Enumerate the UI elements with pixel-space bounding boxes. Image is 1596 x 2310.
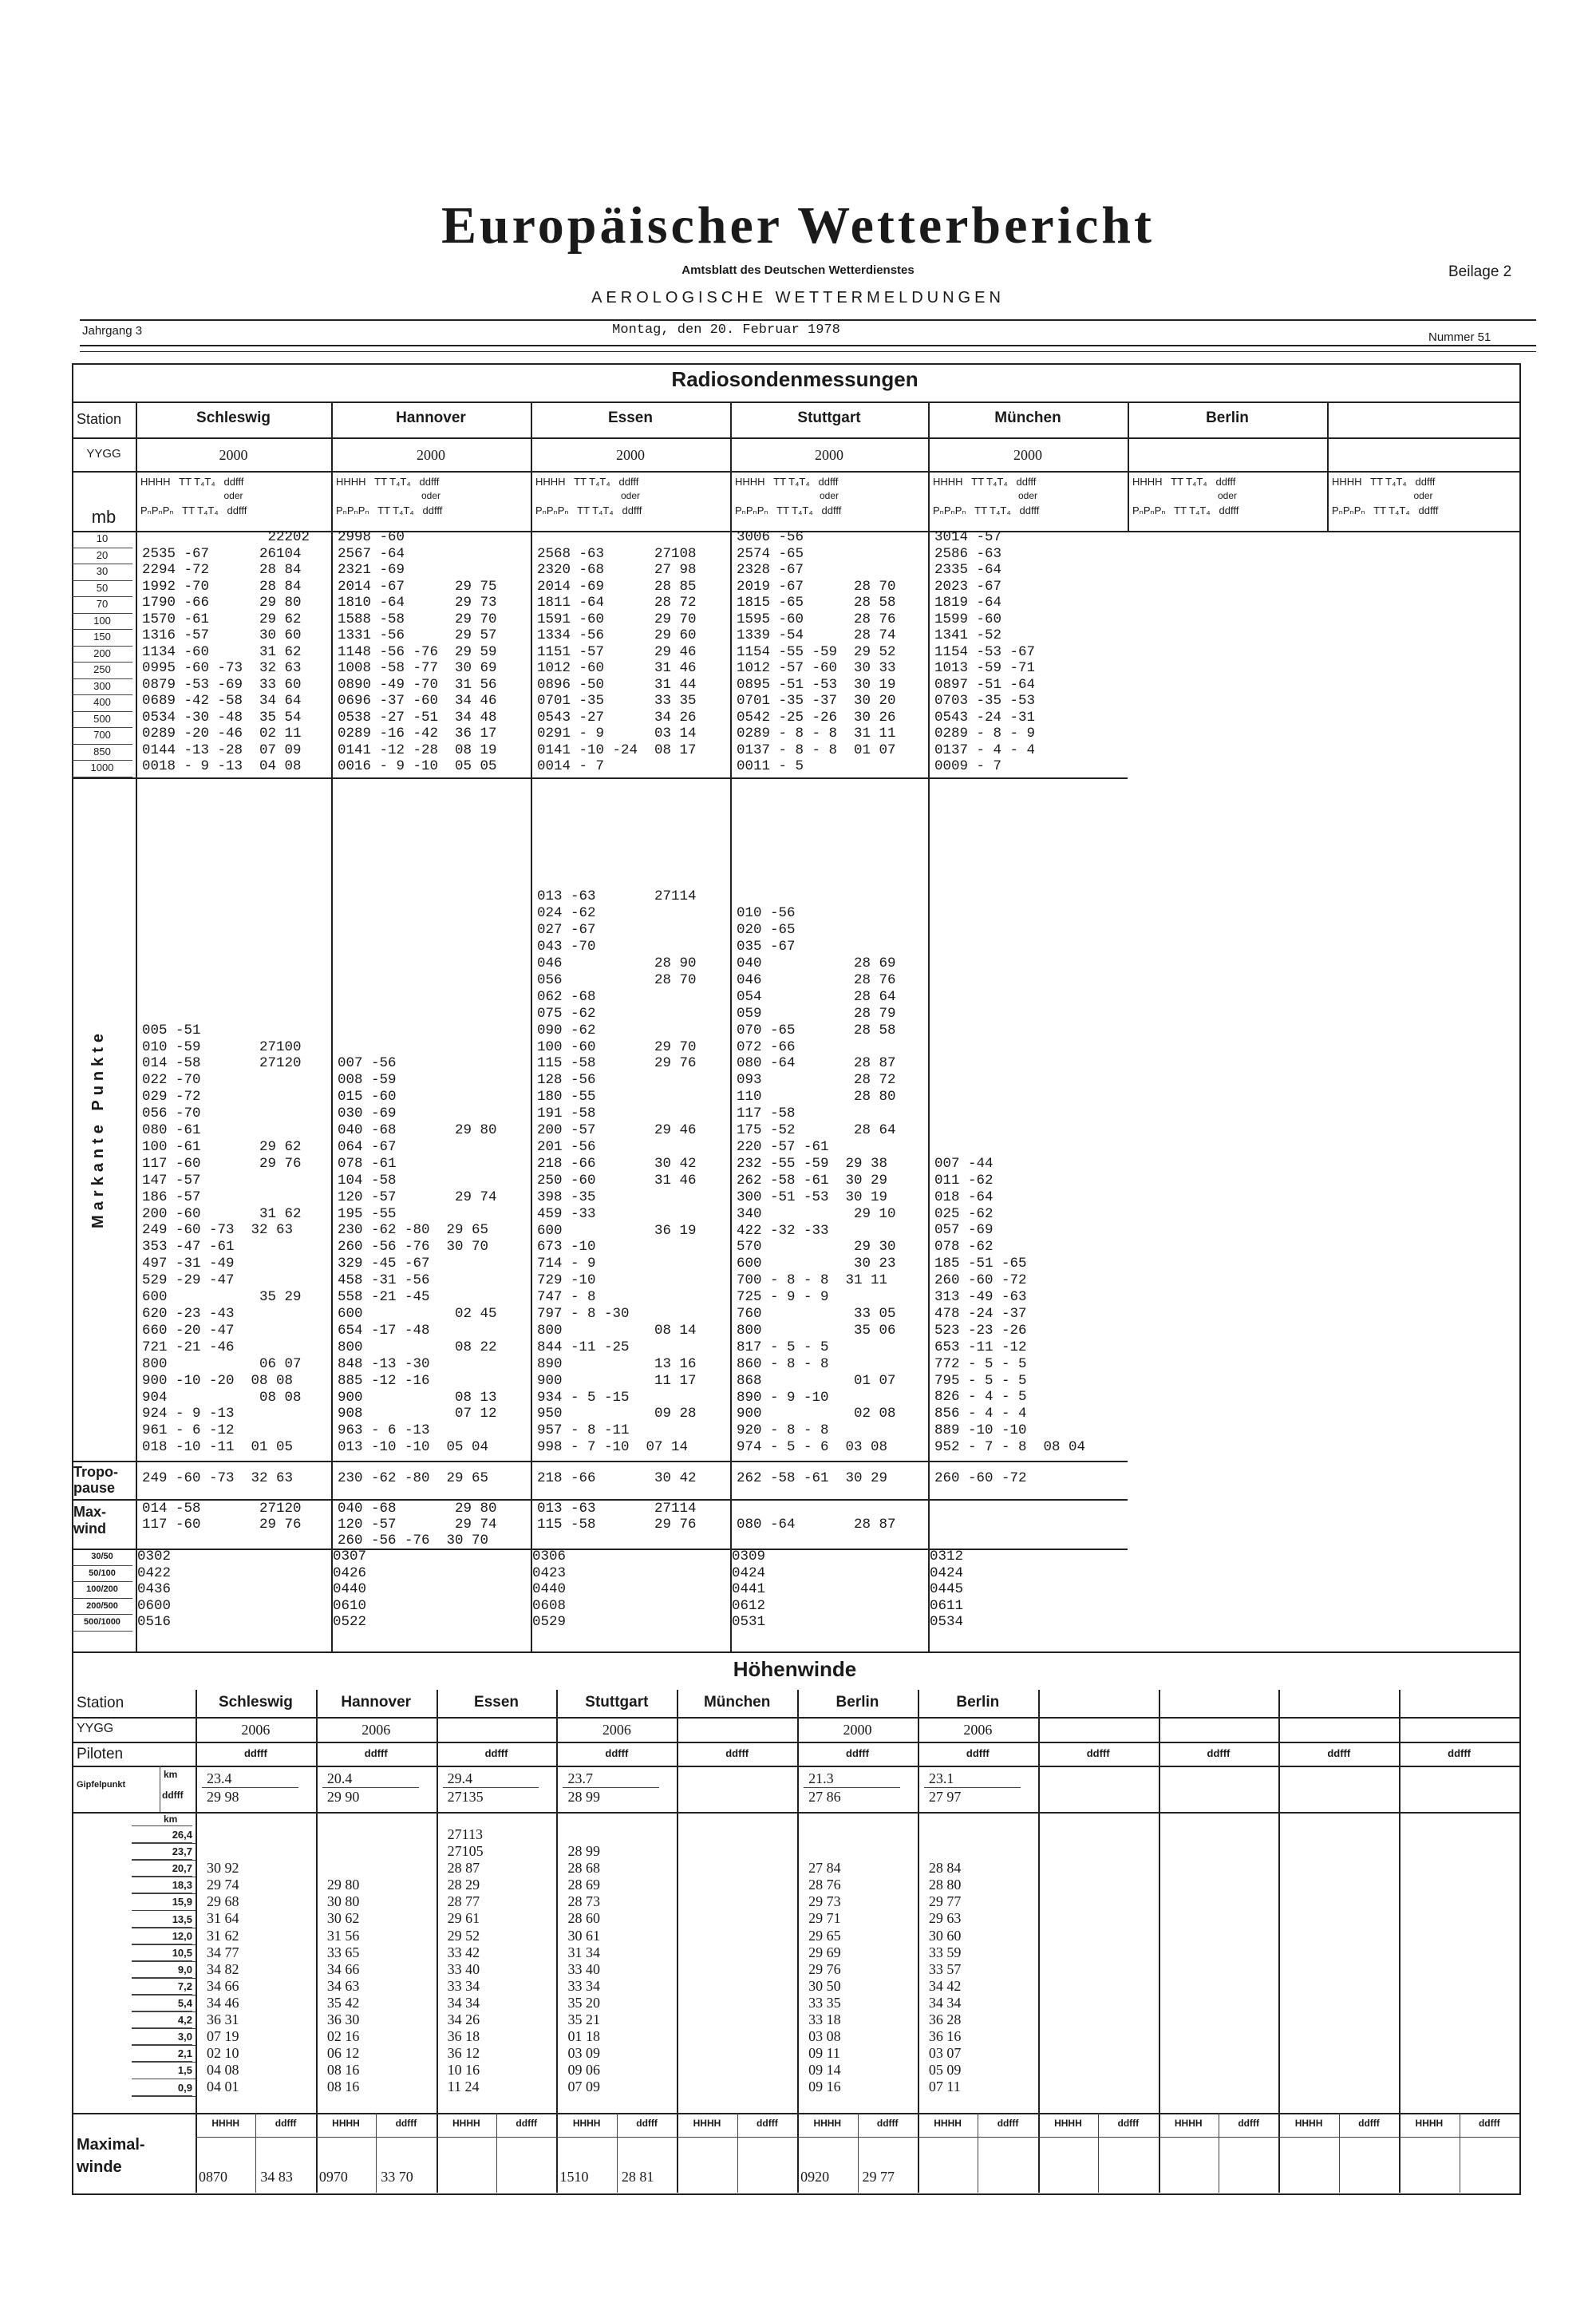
hhhh-header: HHHH — [1174, 2118, 1203, 2129]
significant-level-data: 013 -63 27114 024 -62 027 -67 043 -70 046 28 90 056 28 70 062 -68 075 -62 090 -62 100 -60 29 70 115 -58 29 76 128 -56 180 -55 191 -58 200 -57 29 46 201 -56 218 -66 30 42 250 -60 31 46 398 -35 459 -33 600 36 19 673 -10 714 - 9 729 -10 747 - 8 797 - 8 -30 800 08 14 844 -11 -25 890 13 16 900 11 17 934 - 5 -15 950 09 28 957 - 8 -11 998 - 7 -10 07 14 — [537, 888, 697, 1456]
ddfff-header: ddfff — [1448, 1747, 1472, 1759]
gipfel-ddfff: 29 90 — [326, 1789, 360, 1805]
station-name: Hannover — [396, 409, 466, 426]
column-header-oder: oder — [620, 490, 641, 501]
hhhh-header: HHHH — [1294, 2118, 1323, 2129]
max-ddfff: 34 83 — [260, 2169, 293, 2185]
wind-values: 29 80 30 80 30 62 31 56 33 65 34 66 34 63 35 42 36 30 02 16 06 12 08 16 08 16 — [326, 1877, 360, 2095]
station-yygg: 2000 — [616, 447, 645, 463]
significant-level-data: 007 -56 008 -59 015 -60 030 -69 040 -68 29 80 064 -67 078 -61 104 -58 120 -57 29 74 195 -55 230 -62 -80 29 65 260 -56 -76 30 70 329 -45 -67 458 -31 -56 558 -21 -45 600 02 45 654 -17 -48 800 08 22 848 -13 -30 885 -12 -16 900 08 13 908 07 12 963 - 6 -13 013 -10 -10 05 04 — [338, 1055, 497, 1456]
row-divider — [132, 1977, 192, 1978]
mb-label: mb — [91, 507, 117, 527]
station-name: Hannover — [341, 1694, 412, 1711]
column-header: HHHH TT T₄T₄ ddfff — [933, 476, 1037, 488]
col-divider — [928, 401, 930, 1651]
tropopause-data: 262 -58 -61 30 29 — [737, 1470, 888, 1486]
ddfff-label: ddfff — [162, 1790, 184, 1801]
wind-values: 30 92 29 74 29 68 31 64 31 62 34 77 34 82 34 66 34 46 36 31 07 19 02 10 04 08 04 01 — [207, 1860, 239, 2095]
maxwind-data: 040 -68 29 80 120 -57 29 74 260 -56 -76 30 70 — [338, 1501, 497, 1549]
hhhh-header: HHHH — [572, 2118, 601, 2129]
column-header: PₙPₙPₙ TT T₄T₄ ddfff — [535, 504, 642, 516]
thickness-label: 30/50 — [72, 1549, 132, 1566]
thickness-label: 50/100 — [72, 1565, 132, 1583]
header-rule-bottom — [80, 345, 1536, 346]
gipfel-km: 23.7 — [567, 1770, 593, 1786]
row-divider — [132, 1927, 192, 1928]
gipfel-km: 29.4 — [447, 1770, 473, 1786]
altitude-level: 12,0 — [132, 1928, 196, 1945]
hoehenwinde-title: Höhenwinde — [733, 1657, 857, 1681]
altitude-level: 9,0 — [132, 1961, 196, 1979]
radiosonde-title: Radiosondenmessungen — [671, 367, 918, 391]
station-yygg: 2006 — [361, 1722, 391, 1738]
pressure-level: 10 — [72, 531, 132, 548]
beilage-label: Beilage 2 — [1448, 263, 1512, 280]
row-divider — [132, 1994, 192, 1995]
hhhh-header: HHHH — [1054, 2118, 1082, 2129]
max-ddfff: 29 77 — [862, 2169, 895, 2185]
pressure-level: 70 — [72, 596, 132, 614]
row-divider — [72, 437, 1519, 439]
underline — [804, 1787, 900, 1788]
standard-level-data: 2998 -60 2567 -64 2321 -69 2014 -67 29 75 1810 -64 29 73 1588 -58 29 70 1331 -56 29 57 1148 -56 -76 29 59 1008 -58 -77 30 69 0890 -49 -70 31 56 0696 -37 -60 34 46 0538 -27 -51 34 48 0289 -16 -42 36 17 0141 -12 -28 08 19 0016 - 9 -10 05 05 — [338, 529, 497, 774]
hhhh-header: HHHH — [452, 2118, 480, 2129]
ddfff-header: ddfff — [757, 2118, 778, 2129]
thickness-data: 0309 0424 0441 0612 0531 — [732, 1549, 766, 1630]
tropopause-data: 260 -60 -72 — [934, 1470, 1027, 1486]
row-divider — [132, 1876, 192, 1877]
gipfel-km: 20.4 — [326, 1770, 353, 1786]
altitude-level: 20,7 — [132, 1860, 196, 1877]
row-divider — [132, 2095, 192, 2096]
underline — [924, 1787, 1021, 1788]
standard-level-data: 2568 -63 27108 2320 -68 27 98 2014 -69 28 85 1811 -64 28 72 1591 -60 29 70 1334 -56 29 60 1151 -57 29 46 1012 -60 31 46 0896 -50 31 44 0701 -35 33 35 0543 -27 34 26 0291 - 9 03 14 0141 -10 -24 08 17 0014 - 7 — [537, 545, 697, 774]
gipfel-ddfff: 27 86 — [808, 1789, 841, 1805]
hhhh-header: HHHH — [1415, 2118, 1444, 2129]
row-divider — [72, 1461, 1128, 1462]
gipfel-ddfff: 27 97 — [928, 1789, 962, 1805]
hoehenwinde-table — [72, 1690, 1519, 2193]
ddfff-header: ddfff — [725, 1747, 749, 1759]
underline — [563, 1787, 659, 1788]
column-header: PₙPₙPₙ TT T₄T₄ ddfff — [336, 504, 443, 516]
column-header: HHHH TT T₄T₄ ddfff — [1132, 476, 1236, 488]
station-name: Essen — [474, 1694, 519, 1711]
row-divider — [132, 1825, 192, 1826]
station-name: Schleswig — [196, 409, 271, 426]
column-header: PₙPₙPₙ TT T₄T₄ ddfff — [1132, 504, 1239, 516]
column-header: HHHH TT T₄T₄ ddfff — [1332, 476, 1436, 488]
hhhh-header: HHHH — [693, 2118, 721, 2129]
maxwind-data: 014 -58 27120 117 -60 29 76 — [142, 1501, 302, 1533]
wind-values: 28 99 28 68 28 69 28 73 28 60 30 61 31 34 33 40 33 34 35 20 35 21 01 18 03 09 09 06 07 09 — [567, 1843, 600, 2095]
station-name: Berlin — [1206, 409, 1249, 426]
km-label: km — [164, 1814, 178, 1825]
section-heading: AEROLOGISCHE WETTERMELDUNGEN — [591, 289, 1005, 307]
significant-level-data: 005 -51 010 -59 27100 014 -58 27120 022 -70 029 -72 056 -70 080 -61 100 -61 29 62 117 -60 29 76 147 -57 186 -57 200 -60 31 62 249 -60 -73 32 63 353 -47 -61 497 -31 -49 529 -29 -47 600 35 29 620 -23 -43 660 -20 -47 721 -21 -46 800 06 07 900 -10 -20 08 08 904 08 08 924 - 9 -13 961 - 6 -12 018 -10 -11 01 05 — [142, 1022, 302, 1456]
maximalwinde-label: Maximal- winde — [77, 2136, 145, 2176]
maxwind-data: 080 -64 28 87 — [737, 1517, 896, 1533]
row-divider — [72, 1742, 1519, 1743]
column-header-oder: oder — [1413, 490, 1433, 501]
gipfel-km: 21.3 — [808, 1770, 834, 1786]
ddfff-header: ddfff — [997, 2118, 1019, 2129]
hhhh-header: HHHH — [813, 2118, 842, 2129]
row-divider — [72, 777, 1128, 779]
station-yygg: 2006 — [963, 1722, 993, 1738]
column-header: HHHH TT T₄T₄ ddfff — [735, 476, 839, 488]
thickness-data: 0312 0424 0445 0611 0534 — [930, 1549, 964, 1630]
pressure-level: 200 — [72, 646, 132, 663]
column-header: PₙPₙPₙ TT T₄T₄ ddfff — [140, 504, 247, 516]
piloten-label: Piloten — [77, 1746, 124, 1762]
km-label: km — [164, 1769, 178, 1780]
issue-number: Nummer 51 — [1428, 330, 1491, 344]
row-divider — [72, 1766, 1519, 1767]
altitude-level: 0,9 — [132, 2079, 196, 2097]
row-divider — [132, 1842, 192, 1843]
underline — [443, 1787, 539, 1788]
column-header: PₙPₙPₙ TT T₄T₄ ddfff — [1332, 504, 1439, 516]
station-yygg: 2000 — [417, 447, 445, 463]
altitude-level: 4,2 — [132, 2011, 196, 2029]
ddfff-header: ddfff — [364, 1747, 388, 1759]
altitude-level: 23,7 — [132, 1843, 196, 1861]
row-divider — [132, 2044, 192, 2045]
maxwind-label: Max- wind — [73, 1504, 107, 1537]
column-header: PₙPₙPₙ TT T₄T₄ ddfff — [735, 504, 842, 516]
thickness-label: 500/1000 — [72, 1614, 132, 1632]
station-name: Essen — [608, 409, 653, 426]
column-header-oder: oder — [1217, 490, 1238, 501]
thickness-label: 100/200 — [72, 1581, 132, 1599]
altitude-level: 18,3 — [132, 1877, 196, 1894]
date-label: Montag, den 20. Februar 1978 — [612, 322, 840, 338]
station-yygg: 2000 — [815, 447, 843, 463]
gipfel-km: 23.4 — [207, 1770, 232, 1786]
row-divider — [72, 1717, 1519, 1719]
standard-level-data: 22202 2535 -67 26104 2294 -72 28 84 1992 -70 28 84 1790 -66 29 80 1570 -61 29 62 1316 -57 30 60 1134 -60 31 62 0995 -60 -73 32 63 0879 -53 -69 33 60 0689 -42 -58 34 64 0534 -30 -48 35 54 0289 -20 -46 02 11 0144 -13 -28 07 09 0018 - 9 -13 04 08 — [142, 529, 310, 774]
max-height: 0920 — [800, 2169, 830, 2185]
row-divider — [132, 2027, 192, 2028]
altitude-level: 26,4 — [132, 1826, 196, 1844]
altitude-level: 13,5 — [132, 1911, 196, 1928]
ddfff-header: ddfff — [516, 2118, 538, 2129]
pressure-level: 1000 — [72, 760, 132, 777]
row-divider — [132, 1910, 192, 1911]
column-header-oder: oder — [1017, 490, 1038, 501]
max-height: 1510 — [559, 2169, 589, 2185]
pressure-level: 100 — [72, 613, 132, 631]
page-title: Europäischer Wetterbericht — [440, 196, 1156, 255]
row-divider — [72, 2113, 1519, 2114]
wind-values: 28 84 28 80 29 77 29 63 30 60 33 59 33 57 34 42 34 34 36 28 36 16 03 07 05 09 07 11 — [928, 1860, 962, 2095]
hhhh-header: HHHH — [934, 2118, 962, 2129]
col-divider — [331, 401, 333, 1651]
wind-values: 27 84 28 76 29 73 29 71 29 65 29 69 29 76 30 50 33 35 33 18 03 08 09 11 09 14 09 16 — [808, 1860, 841, 2095]
tropopause-data: 230 -62 -80 29 65 — [338, 1470, 489, 1486]
pressure-level: 400 — [72, 694, 132, 712]
thickness-label: 200/500 — [72, 1598, 132, 1616]
row-divider — [72, 1549, 1128, 1550]
gipfelpunkt-label: Gipfelpunkt — [77, 1780, 126, 1790]
col-divider — [531, 401, 532, 1651]
gipfel-ddfff: 28 99 — [567, 1789, 600, 1805]
station-name: Schleswig — [218, 1694, 293, 1711]
station-name: Berlin — [956, 1694, 1000, 1711]
thickness-data: 0307 0426 0440 0610 0522 — [333, 1549, 367, 1630]
pressure-level: 30 — [72, 564, 132, 581]
ddfff-header: ddfff — [1327, 1747, 1351, 1759]
ddfff-header: ddfff — [1086, 1747, 1110, 1759]
significant-level-data: 007 -44 011 -62 018 -64 025 -62 057 -69 078 -62 185 -51 -65 260 -60 -72 313 -49 -63 478 -24 -37 523 -23 -26 653 -11 -12 772 - 5 - 5 795 - 5 - 5 826 - 4 - 5 856 - 4 - 4 889 -10 -10 952 - 7 - 8 08 04 — [934, 1155, 1086, 1456]
station-yygg: 2000 — [843, 1722, 872, 1738]
ddfff-header: ddfff — [395, 2118, 417, 2129]
altitude-level: 7,2 — [132, 1978, 196, 1996]
col-divider — [136, 401, 137, 1651]
altitude-level: 2,1 — [132, 2045, 196, 2063]
station-name: Stuttgart — [797, 409, 861, 426]
pressure-level: 300 — [72, 678, 132, 696]
altitude-level: 15,9 — [132, 1893, 196, 1911]
row-divider — [132, 1960, 192, 1961]
underline — [322, 1787, 419, 1788]
hhhh-header: HHHH — [332, 2118, 360, 2129]
yygg-label: YYGG — [86, 447, 121, 461]
column-header: HHHH TT T₄T₄ ddfff — [336, 476, 440, 488]
gipfel-ddfff: 27135 — [447, 1789, 484, 1805]
ddfff-header: ddfff — [1238, 2118, 1259, 2129]
ddfff-header: ddfff — [1478, 2118, 1500, 2129]
maxwind-data: 013 -63 27114 115 -58 29 76 — [537, 1501, 697, 1533]
col-divider — [1327, 401, 1329, 531]
ddfff-header: ddfff — [876, 2118, 899, 2129]
radiosonde-table — [72, 401, 1519, 1651]
ddfff-header: ddfff — [243, 1747, 267, 1759]
max-ddfff: 33 70 — [381, 2169, 413, 2185]
pressure-level: 500 — [72, 711, 132, 729]
altitude-level: 3,0 — [132, 2028, 196, 2046]
tropopause-data: 218 -66 30 42 — [537, 1470, 697, 1486]
station-name: München — [994, 409, 1061, 426]
pressure-level: 50 — [72, 580, 132, 598]
column-header: PₙPₙPₙ TT T₄T₄ ddfff — [933, 504, 1040, 516]
station-name: München — [703, 1694, 771, 1711]
column-header-oder: oder — [421, 490, 441, 501]
column-header-oder: oder — [223, 490, 243, 501]
max-height: 0870 — [199, 2169, 227, 2185]
header-rule — [80, 319, 1536, 321]
station-label: Station — [77, 411, 122, 427]
gipfel-km: 23.1 — [928, 1770, 954, 1786]
pressure-level: 150 — [72, 629, 132, 647]
pressure-level: 850 — [72, 744, 132, 761]
significant-level-data: 010 -56 020 -65 035 -67 040 28 69 046 28 76 054 28 64 059 28 79 070 -65 28 58 072 -66 080 -64 28 87 093 28 72 110 28 80 117 -58 175 -52 28 64 220 -57 -61 232 -55 -59 29 38 262 -58 -61 30 29 300 -51 -53 30 19 340 29 10 422 -32 -33 570 29 30 600 30 23 700 - 8 - 8 31 11 725 - 9 - 9 760 33 05 800 35 06 817 - 5 - 5 860 - 8 - 8 868 01 07 890 - 9 -10 900 02 08 920 - 8 - 8 974 - 5 - 6 03 08 — [737, 905, 896, 1456]
jahrgang-label: Jahrgang 3 — [82, 324, 143, 338]
row-divider — [132, 1859, 192, 1860]
subtitle: Amtsblatt des Deutschen Wetterdienstes — [681, 263, 915, 277]
station-name: Berlin — [836, 1694, 879, 1711]
ddfff-header: ddfff — [484, 1747, 508, 1759]
ddfff-header: ddfff — [605, 1747, 629, 1759]
wind-values: 27113 27105 28 87 28 29 28 77 29 61 29 52 33 42 33 40 33 34 34 34 34 26 36 18 36 12 10 16 11 24 — [447, 1826, 484, 2095]
ddfff-header: ddfff — [1358, 2118, 1380, 2129]
divider — [72, 1651, 1519, 1653]
column-header: HHHH TT T₄T₄ ddfff — [140, 476, 244, 488]
ddfff-header: ddfff — [846, 1747, 869, 1759]
underline — [202, 1787, 298, 1788]
max-ddfff: 28 81 — [621, 2169, 654, 2185]
altitude-level: 1,5 — [132, 2062, 196, 2079]
thickness-data: 0306 0423 0440 0608 0529 — [532, 1549, 567, 1630]
row-divider — [132, 2061, 192, 2062]
pressure-level: 20 — [72, 548, 132, 565]
ddfff-header: ddfff — [1117, 2118, 1140, 2129]
markante-label: Markante Punkte — [89, 1028, 107, 1228]
standard-level-data: 3014 -57 2586 -63 2335 -64 2023 -67 1819 -64 1599 -60 1341 -52 1154 -53 -67 1013 -59 -71 0897 -51 -64 0703 -35 -53 0543 -24 -31 0289 - 8 - 9 0137 - 4 - 4 0009 - 7 — [934, 529, 1036, 774]
station-yygg: 2000 — [1013, 447, 1042, 463]
thickness-data: 0302 0422 0436 0600 0516 — [137, 1549, 172, 1630]
row-divider — [72, 1812, 1519, 1814]
ddfff-header: ddfff — [636, 2118, 658, 2129]
ddfff-header: ddfff — [1207, 1747, 1231, 1759]
altitude-level: 10,5 — [132, 1944, 196, 1962]
standard-level-data: 3006 -56 2574 -65 2328 -67 2019 -67 28 70 1815 -65 28 58 1595 -60 28 76 1339 -54 28 74 1154 -55 -59 29 52 1012 -57 -60 30 33 0895 -51 -53 30 19 0701 -35 -37 30 20 0542 -25 -26 30 26 0289 - 8 - 8 31 11 0137 - 8 - 8 01 07 0011 - 5 — [737, 529, 896, 774]
station-yygg: 2000 — [219, 447, 248, 463]
tropopause-data: 249 -60 -73 32 63 — [142, 1470, 294, 1486]
column-header: HHHH TT T₄T₄ ddfff — [535, 476, 639, 488]
col-divider — [730, 401, 732, 1651]
station-yygg: 2006 — [602, 1722, 631, 1738]
pressure-level: 700 — [72, 727, 132, 745]
gipfel-ddfff: 29 98 — [207, 1789, 239, 1805]
yygg-label: YYGG — [77, 1722, 114, 1735]
station-label: Station — [77, 1695, 124, 1711]
ddfff-header: ddfff — [966, 1747, 990, 1759]
ddfff-header: ddfff — [275, 2118, 297, 2129]
tropopause-label: Tropo- pause — [73, 1464, 118, 1496]
column-header-oder: oder — [819, 490, 839, 501]
altitude-level: 5,4 — [132, 1995, 196, 2012]
station-yygg: 2006 — [241, 1722, 271, 1738]
pressure-level: 250 — [72, 662, 132, 679]
station-name: Stuttgart — [585, 1694, 649, 1711]
row-divider — [72, 471, 1519, 473]
max-height: 0970 — [318, 2169, 348, 2185]
hhhh-header: HHHH — [211, 2118, 240, 2129]
header-rule-thin — [80, 351, 1536, 352]
